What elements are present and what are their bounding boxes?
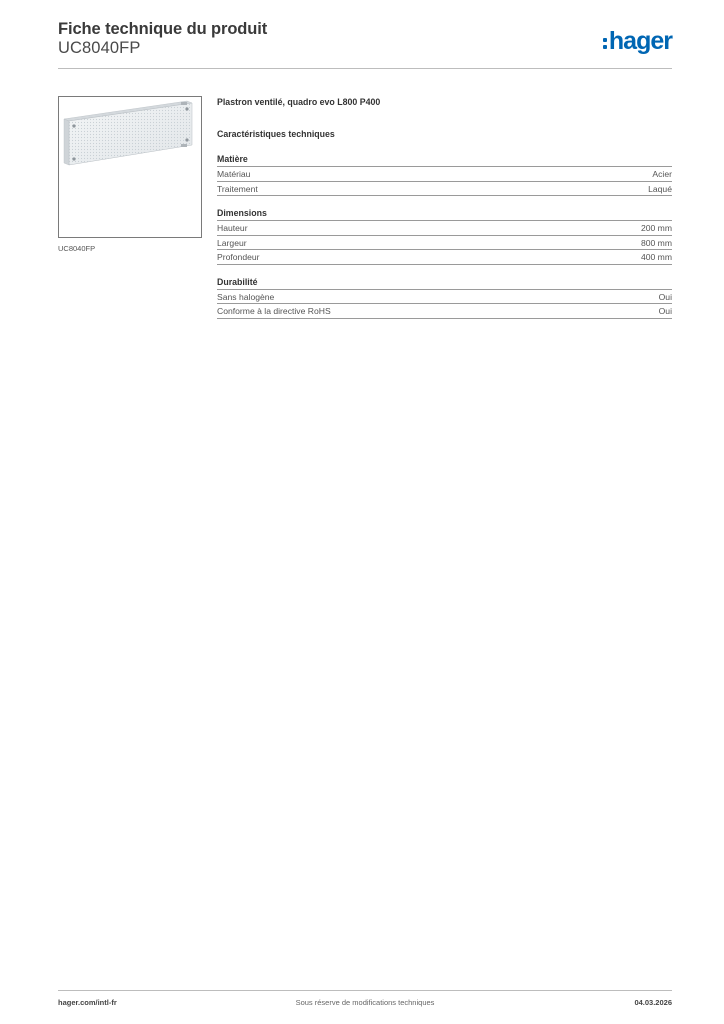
spec-label: Matériau <box>217 169 251 179</box>
spec-content <box>217 96 672 319</box>
footer-notice: Sous réserve de modifications techniques <box>295 998 435 1007</box>
product-reference: UC8040FP <box>58 39 141 57</box>
image-caption: UC8040FP <box>58 244 96 253</box>
logo-colon-icon <box>603 38 607 49</box>
group-title: Dimensions <box>217 207 672 221</box>
group-title: Durabilité <box>217 276 672 290</box>
spec-value: 400 mm <box>640 252 672 262</box>
header-divider <box>58 68 672 69</box>
spec-row <box>217 290 672 305</box>
spec-row <box>217 167 672 182</box>
document-title: Fiche technique du produit <box>58 20 268 38</box>
spec-label: Conforme à la directive RoHS <box>217 306 331 316</box>
spec-label: Largeur <box>217 237 247 248</box>
page-header <box>58 20 672 68</box>
spec-row <box>217 304 672 319</box>
product-image-frame <box>58 96 202 238</box>
ventilated-panel-image <box>59 97 201 237</box>
spec-label: Traitement <box>217 183 258 194</box>
spec-group-durability <box>217 276 672 319</box>
spec-label: Sans halogène <box>217 291 275 302</box>
spec-value: 800 mm <box>640 237 672 248</box>
spec-value: Acier <box>652 169 672 179</box>
hager-logo[interactable] <box>603 27 672 55</box>
spec-row <box>217 221 672 236</box>
spec-label: Hauteur <box>217 223 248 233</box>
spec-label: Profondeur <box>217 252 260 262</box>
page-footer <box>58 998 672 1010</box>
spec-value: Oui <box>658 291 672 302</box>
product-title: Plastron ventilé, quadro evo L800 P400 <box>217 97 381 107</box>
spec-value: 200 mm <box>640 223 672 233</box>
spec-row <box>217 250 672 265</box>
footer-date: 04.03.2026 <box>634 998 672 1007</box>
spec-group-material <box>217 153 672 196</box>
spec-row <box>217 236 672 251</box>
spec-row <box>217 182 672 197</box>
spec-value: Laqué <box>648 183 672 194</box>
footer-website-link[interactable]: hager.com/intl-fr <box>58 998 117 1007</box>
footer-divider <box>58 990 672 991</box>
specs-heading: Caractéristiques techniques <box>217 129 335 139</box>
group-title: Matière <box>217 153 672 167</box>
spec-value: Oui <box>658 306 672 316</box>
spec-group-dimensions <box>217 207 672 265</box>
logo-text: hager <box>608 27 672 55</box>
